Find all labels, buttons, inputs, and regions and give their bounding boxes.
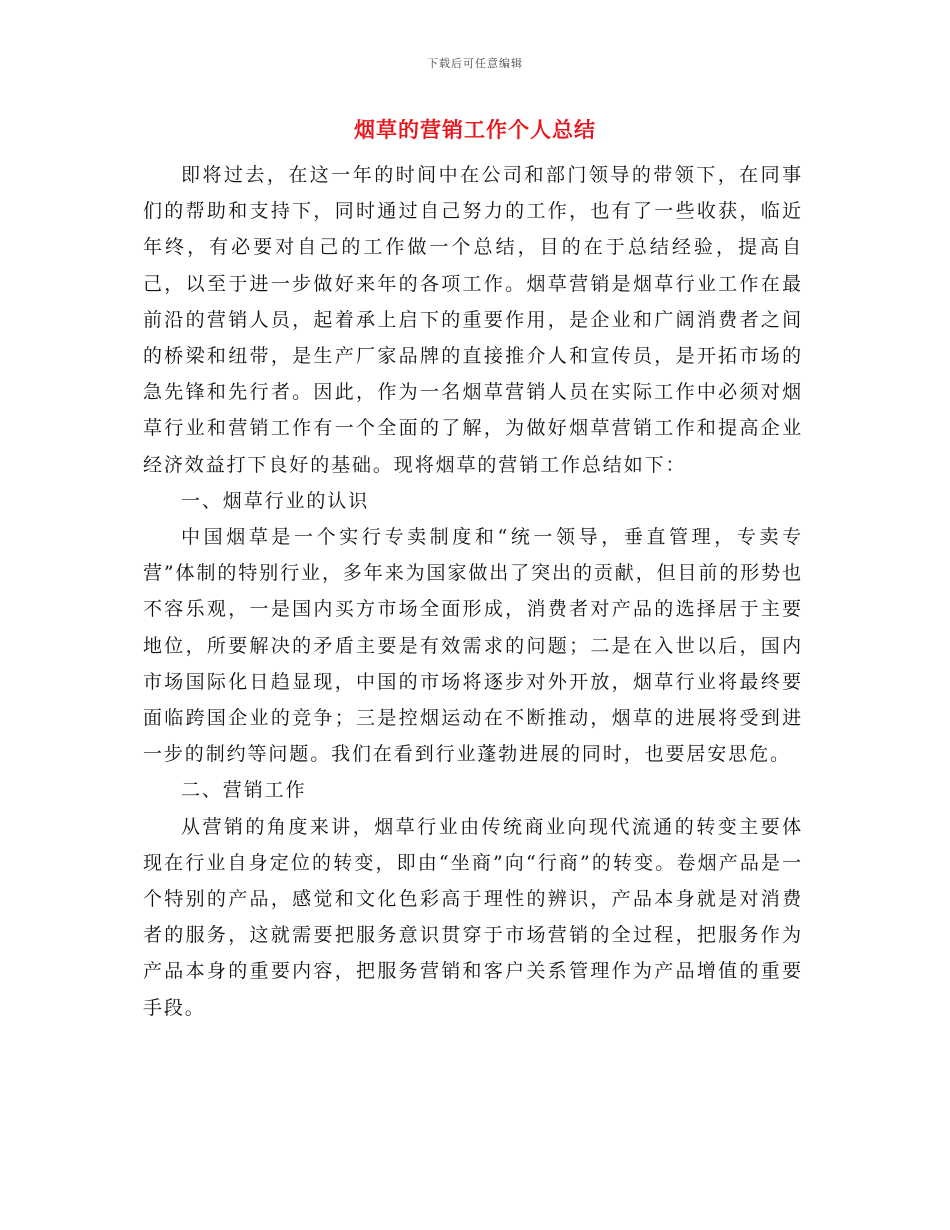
intro-paragraph: 即将过去，在这一年的时间中在公司和部门领导的带领下，在同事们的帮助和支持下，同时通过自己努力的工作，也有了一些收获，临近年终，有必要对自己的工作做一个总结，目的在于总结经验，提高自己，以至于进一步做好来年的各项工作。烟草营销是烟草行业工作在最前沿的营销人员，起着承上启下的重要作用，是企业和广阔消费者之间的桥梁和纽带，是生产厂家品牌的直接推介人和宣传员，是开拓市场的急先锋和先行者。因此，作为一名烟草营销人员在实际工作中必须对烟草行业和营销工作有一个全面的了解，为做好烟草营销工作和提高企业经济效益打下良好的基础。现将烟草的营销工作总结如下： <box>143 164 803 476</box>
section-2-heading: 二、营销工作 <box>181 779 307 802</box>
document-body <box>143 157 803 1026</box>
section-2-paragraph: 从营销的角度来讲，烟草行业由传统商业向现代流通的转变主要体现在行业自身定位的转变，即由“坐商”向“行商”的转变。卷烟产品是一个特别的产品，感觉和文化色彩高于理性的辨识，产品本身就是对消费者的服务，这就需要把服务意识贯穿于市场营销的全过程，把服务作为产品本身的重要内容，把服务营销和客户关系管理作为产品增值的重要手段。 <box>143 815 803 1019</box>
section-1-paragraph: 中国烟草是一个实行专卖制度和“统一领导，垂直管理，专卖专营”体制的特别行业，多年来为国家做出了突出的贡献，但目前的形势也不容乐观，一是国内买方市场全面形成，消费者对产品的选择居于主要地位，所要解决的矛盾主要是有效需求的问题；二是在入世以后，国内市场国际化日趋显现，中国的市场将逐步对外开放，烟草行业将最终要面临跨国企业的竞争；三是控烟运动在不断推动，烟草的进展将受到进一步的制约等问题。我们在看到行业蓬勃进展的同时，也要居安思危。 <box>143 526 803 766</box>
section-1-heading: 一、烟草行业的认识 <box>181 489 370 512</box>
header-note: 下载后可任意编辑 <box>427 57 523 70</box>
document-title: 烟草的营销工作个人总结 <box>354 118 596 142</box>
